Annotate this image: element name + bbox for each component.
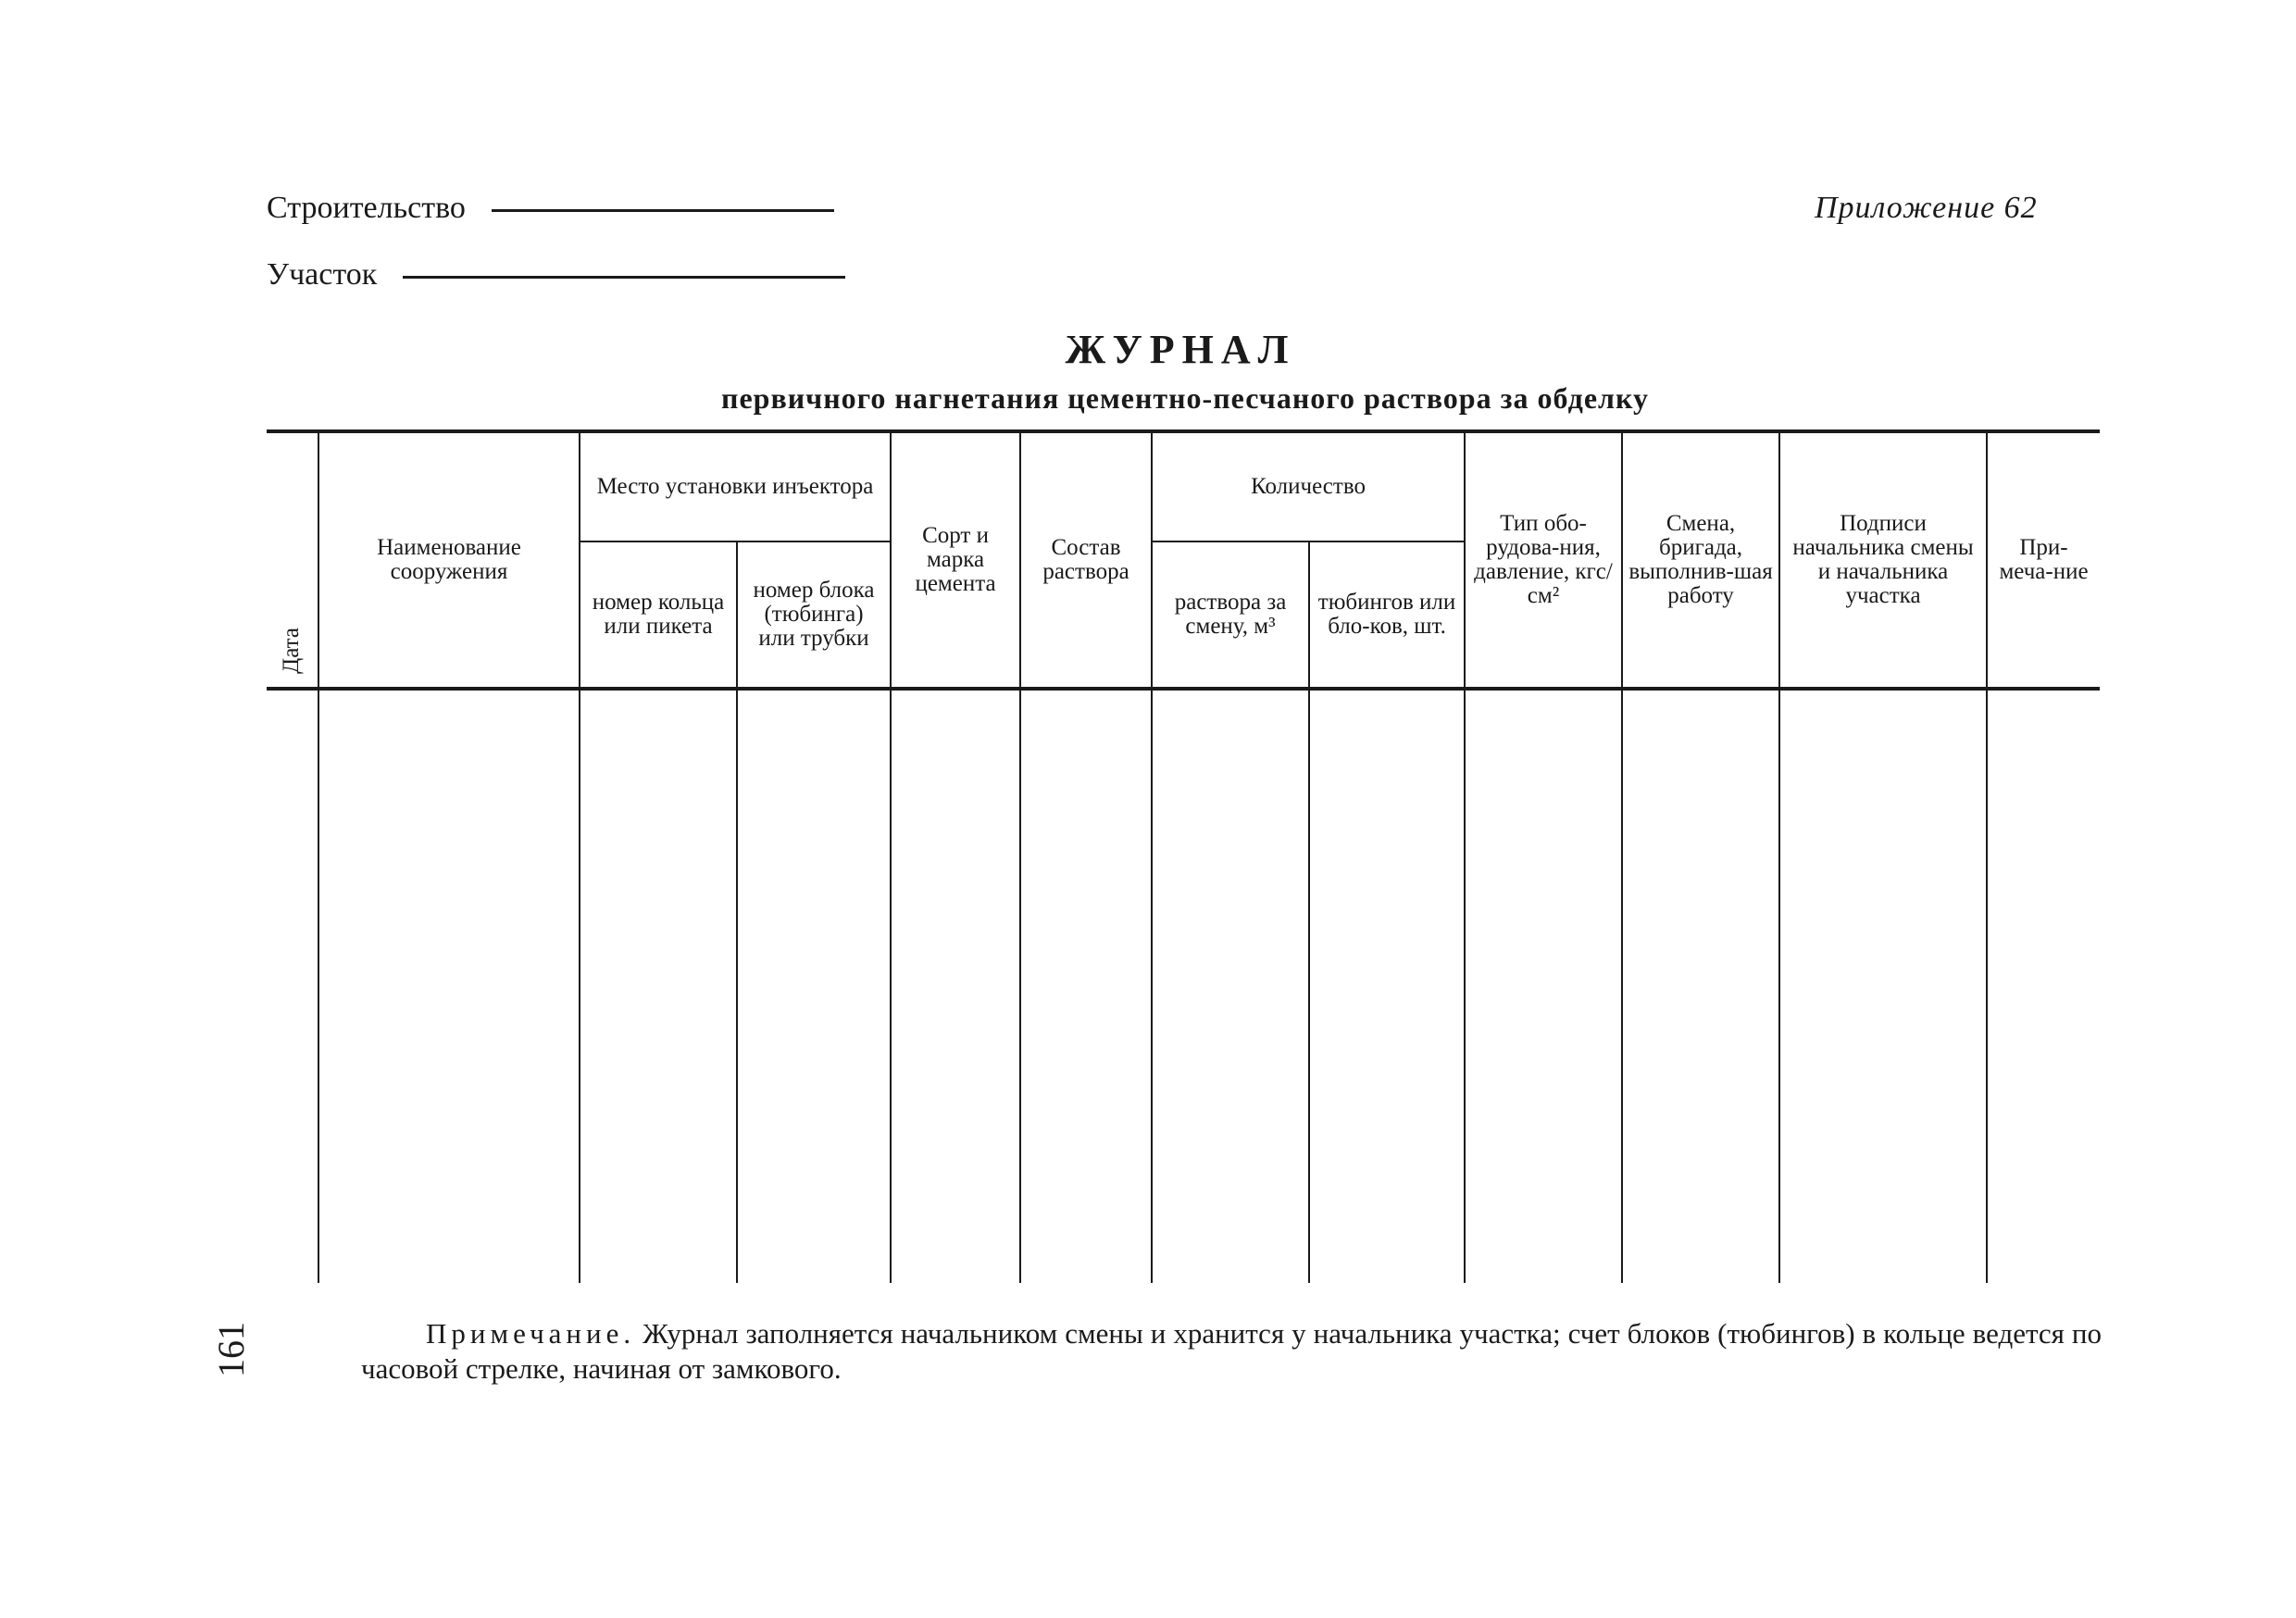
- table-cell: [267, 689, 318, 1283]
- construction-blank-line: [492, 209, 834, 212]
- table-header-row: [267, 431, 2100, 541]
- header-quantity: Количество: [1152, 431, 1465, 541]
- table-cell: [1779, 689, 1987, 1283]
- table-cell: [318, 689, 580, 1283]
- appendix-label: Приложение 62: [1815, 191, 2038, 225]
- table-cell: [1020, 689, 1152, 1283]
- header-block-number: номер блока (тюбинга) или трубки: [737, 541, 891, 689]
- journal-table: [267, 429, 2100, 1283]
- header-structure-name: Наименование сооружения: [318, 431, 580, 689]
- header-signatures: Подписи начальника смены и начальника участка: [1779, 431, 1987, 689]
- note-label: Примечание.: [426, 1317, 636, 1350]
- table-cell: [1987, 689, 2100, 1283]
- table-cell: [891, 689, 1020, 1283]
- note-text: Журнал заполняется начальником смены и хранится у начальника участка; счет блоков (тюбингов) в кольце ведется по часовой стрелке, начиная от замкового.: [361, 1317, 2103, 1385]
- header-ring-number: номер кольца или пикета: [580, 541, 737, 689]
- header-shift-crew: Смена, бригада, выполнив-шая работу: [1622, 431, 1779, 689]
- page-number: 161: [210, 1322, 252, 1377]
- table-cell: [1309, 689, 1465, 1283]
- section-field: [267, 257, 845, 292]
- header-date: Дата: [267, 431, 318, 689]
- header-cement-grade: Сорт и марка цемента: [891, 431, 1020, 689]
- table-cell: [737, 689, 891, 1283]
- table-cell: [1152, 689, 1309, 1283]
- document-subtitle: первичного нагнетания цементно-песчаного раствора за обделку: [721, 381, 1649, 415]
- table-cell: [1465, 689, 1622, 1283]
- footnote: [361, 1316, 2102, 1387]
- table-body-row: [267, 689, 2100, 1283]
- construction-field: [267, 191, 834, 226]
- header-mortar-volume: раствора за смену, м³: [1152, 541, 1309, 689]
- section-blank-line: [403, 276, 845, 279]
- header-equipment-pressure: Тип обо-рудова-ния, давление, кгс/см²: [1465, 431, 1622, 689]
- header-injector-location: Место установки инъектора: [580, 431, 891, 541]
- construction-label: Строительство: [267, 191, 466, 225]
- header-segment-count: тюбингов или бло-ков, шт.: [1309, 541, 1465, 689]
- header-mortar-mix: Состав раствора: [1020, 431, 1152, 689]
- section-label: Участок: [267, 257, 378, 292]
- table-cell: [580, 689, 737, 1283]
- document-title: ЖУРНАЛ: [1065, 327, 1296, 372]
- table-cell: [1622, 689, 1779, 1283]
- header-notes: При-меча-ние: [1987, 431, 2100, 689]
